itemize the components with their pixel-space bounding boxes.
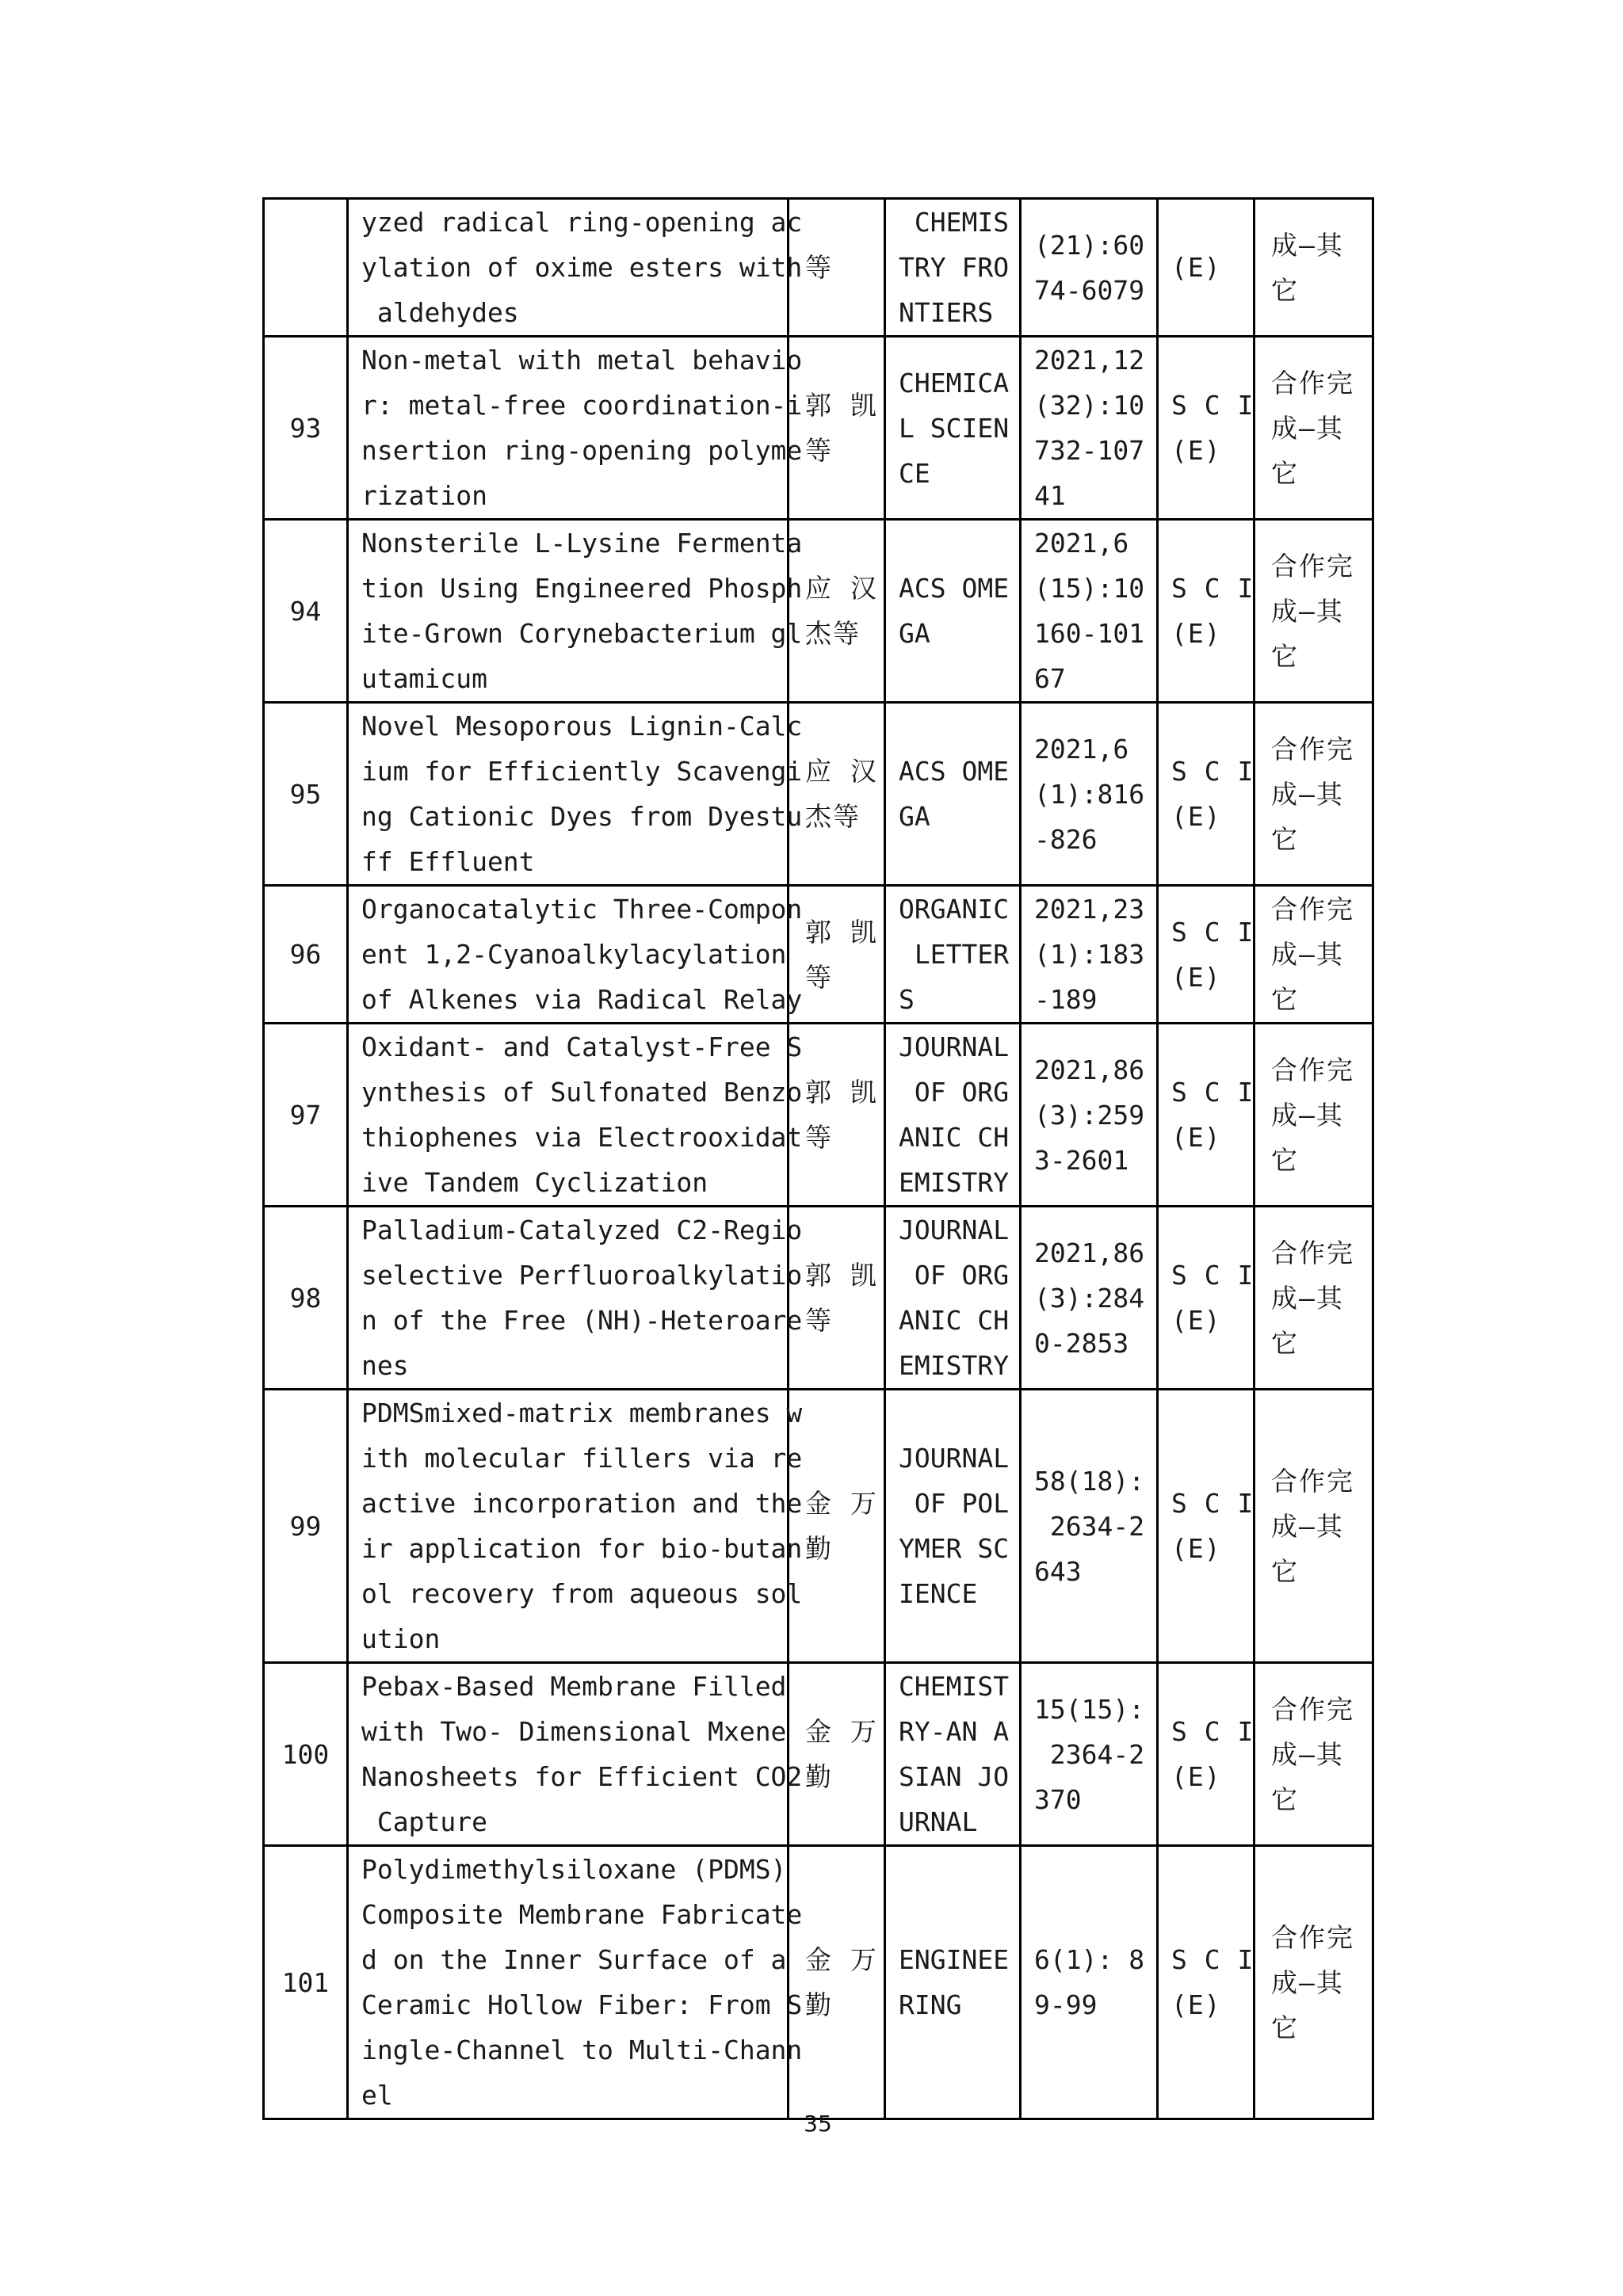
completion-type-line: 成—其 (1271, 595, 1344, 627)
completion-type-cell (1254, 520, 1373, 703)
journal-name-cell (885, 703, 1021, 886)
completion-type-line: 成—其 (1271, 1738, 1344, 1770)
completion-type-line: 成—其 (1271, 1099, 1344, 1131)
authors-line: 等 (805, 1122, 833, 1153)
paper-title-line: ff Effluent (361, 846, 535, 877)
journal-name-line: ACS OME (899, 573, 1010, 604)
publication-info-cell (1021, 703, 1158, 886)
journal-name-line: GA (899, 618, 930, 649)
index-type-cell (1158, 1663, 1254, 1846)
table-row (264, 1024, 1373, 1207)
authors-cell (789, 1846, 885, 2119)
achievements-table (262, 197, 1374, 2120)
journal-name-line: JOURNAL (899, 1443, 1010, 1474)
journal-name-cell (885, 1207, 1021, 1390)
journal-name-line: OF ORG (899, 1260, 1010, 1291)
publication-info-line: 0-2853 (1034, 1327, 1129, 1359)
authors-line: 郭 凯 (805, 1077, 878, 1108)
paper-title-line: ive Tandem Cyclization (361, 1167, 708, 1198)
authors-cell (789, 1663, 885, 1846)
authors-line: 金 万 (805, 1944, 878, 1975)
publication-info-line: (3):284 (1034, 1282, 1145, 1314)
row-number-cell: 96 (264, 886, 348, 1024)
publication-info-line: 2021,86 (1034, 1237, 1145, 1268)
publication-info-line: 2634-2 (1034, 1510, 1145, 1542)
paper-title-line: ng Cationic Dyes from Dyestu (361, 801, 803, 832)
journal-name-line: ENGINEE (899, 1944, 1010, 1975)
completion-type-line: 成—其 (1271, 1282, 1344, 1314)
journal-name-line: CHEMIS (899, 207, 1010, 238)
completion-type-line: 成—其 (1271, 229, 1344, 261)
completion-type-line: 合作完 (1271, 733, 1354, 765)
paper-title-line: Pebax-Based Membrane Filled (361, 1671, 787, 1702)
paper-title-line: Polydimethylsiloxane (PDMS) (361, 1854, 787, 1885)
row-number-cell: 101 (264, 1846, 348, 2119)
paper-title-cell (348, 337, 803, 520)
paper-title-line: Oxidant- and Catalyst-Free S (361, 1032, 803, 1062)
paper-title-line: Palladium-Catalyzed C2-Regio (361, 1215, 803, 1245)
paper-title-line: Organocatalytic Three-Compon (361, 894, 803, 925)
paper-title-line: Capture (361, 1806, 487, 1837)
journal-name-line: L SCIEN (899, 412, 1010, 444)
publication-info-cell (1021, 1024, 1158, 1207)
paper-title-cell (348, 199, 803, 337)
completion-type-cell (1254, 886, 1373, 1024)
table-row (264, 520, 1373, 703)
publication-info-line: (1):183 (1034, 939, 1145, 970)
publication-info-line: 67 (1034, 663, 1066, 694)
publication-info-line: (1):816 (1034, 778, 1145, 810)
authors-cell (789, 1024, 885, 1207)
index-type-line: (E) (1171, 1761, 1221, 1792)
table-row (264, 337, 1373, 520)
completion-type-line: 成—其 (1271, 939, 1344, 970)
publication-info-line: (3):259 (1034, 1099, 1145, 1131)
paper-title-cell (348, 886, 803, 1024)
completion-type-line: 它 (1271, 274, 1299, 306)
completion-type-line: 合作完 (1271, 894, 1354, 925)
journal-name-line: GA (899, 801, 930, 832)
journal-name-line: S (899, 984, 915, 1015)
row-number-cell: 95 (264, 703, 348, 886)
table-row (264, 1846, 1373, 2119)
completion-type-line: 它 (1271, 984, 1299, 1015)
journal-name-cell (885, 199, 1021, 337)
paper-title-cell (348, 1207, 803, 1390)
journal-name-line: RING (899, 1989, 962, 2020)
journal-name-line: LETTER (899, 939, 1010, 970)
index-type-line: S C I (1171, 1488, 1254, 1519)
completion-type-line: 它 (1271, 823, 1299, 855)
publication-info-line: 58(18): (1034, 1465, 1145, 1497)
index-type-cell (1158, 1024, 1254, 1207)
paper-title-line: ol recovery from aqueous sol (361, 1578, 803, 1609)
publication-info-line: 643 (1034, 1555, 1082, 1587)
table-row (264, 199, 1373, 337)
journal-name-line: RY-AN A (899, 1716, 1010, 1747)
publication-info-line: 2021,86 (1034, 1054, 1145, 1085)
publication-info-cell (1021, 337, 1158, 520)
index-type-line: S C I (1171, 573, 1254, 604)
completion-type-line: 合作完 (1271, 550, 1354, 582)
completion-type-line: 它 (1271, 1144, 1299, 1176)
authors-line: 杰等 (805, 801, 861, 832)
authors-line: 金 万 (805, 1488, 878, 1519)
paper-title-cell (348, 1663, 803, 1846)
paper-title-line: Nanosheets for Efficient CO2 (361, 1761, 803, 1792)
paper-title-line: nes (361, 1350, 409, 1381)
authors-line: 郭 凯 (805, 916, 878, 948)
completion-type-line: 它 (1271, 2012, 1299, 2043)
authors-line: 应 汉 (805, 573, 878, 604)
paper-title-cell (348, 520, 803, 703)
authors-cell (789, 1207, 885, 1390)
journal-name-line: URNAL (899, 1806, 978, 1837)
completion-type-cell (1254, 1207, 1373, 1390)
journal-name-cell (885, 520, 1021, 703)
completion-type-line: 合作完 (1271, 1693, 1354, 1725)
index-type-line: (E) (1171, 801, 1221, 832)
paper-title-line: ylation of oxime esters with (361, 252, 803, 283)
index-type-cell (1158, 1207, 1254, 1390)
publication-info-line: 2021,12 (1034, 345, 1145, 376)
completion-type-line: 它 (1271, 640, 1299, 672)
table-row (264, 886, 1373, 1024)
authors-cell (789, 337, 885, 520)
publication-info-line: -189 (1034, 984, 1098, 1015)
publication-info-cell (1021, 199, 1158, 337)
authors-line: 等 (805, 961, 833, 993)
paper-title-line: Nonsterile L-Lysine Fermenta (361, 528, 803, 559)
index-type-line: (E) (1171, 618, 1221, 649)
completion-type-cell (1254, 1024, 1373, 1207)
paper-title-cell (348, 1846, 803, 2119)
table-body (264, 199, 1373, 2119)
completion-type-line: 合作完 (1271, 1921, 1354, 1953)
paper-title-line: rization (361, 480, 487, 511)
authors-cell (789, 520, 885, 703)
authors-line: 勤 (805, 1989, 833, 2020)
journal-name-line: JOURNAL (899, 1032, 1010, 1062)
row-number-cell (264, 199, 348, 337)
index-type-line: S C I (1171, 1716, 1254, 1747)
journal-name-cell (885, 886, 1021, 1024)
publication-info-line: 370 (1034, 1783, 1082, 1815)
publication-info-line: 6(1): 8 (1034, 1944, 1145, 1975)
row-number-cell: 98 (264, 1207, 348, 1390)
paper-title-line: with Two- Dimensional Mxene (361, 1716, 787, 1747)
index-type-cell (1158, 886, 1254, 1024)
completion-type-cell (1254, 703, 1373, 886)
completion-type-cell (1254, 1846, 1373, 2119)
index-type-line: (E) (1171, 1122, 1221, 1153)
paper-title-line: ent 1,2-Cyanoalkylacylation (361, 939, 787, 970)
publication-info-line: 2021,6 (1034, 528, 1129, 559)
index-type-line: (E) (1171, 252, 1221, 283)
index-type-line: (E) (1171, 961, 1221, 993)
completion-type-line: 成—其 (1271, 778, 1344, 810)
journal-name-line: IENCE (899, 1578, 978, 1609)
completion-type-line: 它 (1271, 1783, 1299, 1815)
row-number-cell: 99 (264, 1390, 348, 1663)
paper-title-line: ith molecular fillers via re (361, 1443, 803, 1474)
authors-cell (789, 199, 885, 337)
paper-title-line: yzed radical ring-opening ac (361, 207, 803, 238)
paper-title-line: selective Perfluoroalkylatio (361, 1260, 803, 1291)
journal-name-line: CE (899, 457, 930, 489)
index-type-cell (1158, 703, 1254, 886)
completion-type-line: 合作完 (1271, 1465, 1354, 1497)
paper-title-line: of Alkenes via Radical Relay (361, 984, 803, 1015)
table-row (264, 1207, 1373, 1390)
table-row (264, 1663, 1373, 1846)
publication-info-cell (1021, 1663, 1158, 1846)
index-type-line: (E) (1171, 1989, 1221, 2020)
paper-title-cell (348, 1024, 803, 1207)
journal-name-line: ACS OME (899, 756, 1010, 787)
authors-cell (789, 703, 885, 886)
index-type-line: (E) (1171, 435, 1221, 466)
completion-type-cell (1254, 337, 1373, 520)
index-type-cell (1158, 337, 1254, 520)
publication-info-line: 732-107 (1034, 435, 1145, 466)
paper-title-line: ynthesis of Sulfonated Benzo (361, 1077, 803, 1108)
paper-title-line: Ceramic Hollow Fiber: From S (361, 1989, 803, 2020)
paper-title-line: nsertion ring-opening polyme (361, 435, 803, 466)
publication-info-line: 2021,23 (1034, 894, 1145, 925)
authors-line: 等 (805, 252, 833, 283)
completion-type-cell (1254, 1663, 1373, 1846)
publication-info-cell (1021, 1390, 1158, 1663)
paper-title-cell (348, 703, 803, 886)
completion-type-line: 成—其 (1271, 1966, 1344, 1998)
publication-info-line: (32):10 (1034, 390, 1145, 421)
journal-name-line: ANIC CH (899, 1305, 1010, 1336)
publication-info-cell (1021, 520, 1158, 703)
journal-name-line: ORGANIC (899, 894, 1010, 925)
row-number-cell: 97 (264, 1024, 348, 1207)
journal-name-line: CHEMIST (899, 1671, 1010, 1702)
paper-title-line: PDMSmixed-matrix membranes w (361, 1398, 803, 1428)
paper-title-line: el (361, 2080, 393, 2111)
journal-name-line: TRY FRO (899, 252, 1010, 283)
journal-name-line: ANIC CH (899, 1122, 1010, 1153)
paper-title-cell (348, 1390, 803, 1663)
paper-title-line: d on the Inner Surface of a (361, 1944, 787, 1975)
paper-title-line: n of the Free (NH)-Heteroare (361, 1305, 803, 1336)
row-number-cell: 94 (264, 520, 348, 703)
paper-title-line: Novel Mesoporous Lignin-Calc (361, 711, 803, 742)
journal-name-line: YMER SC (899, 1533, 1010, 1564)
authors-line: 金 万 (805, 1716, 878, 1747)
paper-title-line: Non-metal with metal behavio (361, 345, 803, 376)
publication-info-line: 15(15): (1034, 1693, 1145, 1725)
table-row (264, 703, 1373, 886)
publication-info-line: (21):60 (1034, 229, 1145, 261)
index-type-line: S C I (1171, 756, 1254, 787)
authors-line: 郭 凯 (805, 1260, 878, 1291)
paper-title-line: aldehydes (361, 297, 519, 328)
authors-line: 勤 (805, 1533, 833, 1564)
journal-name-line: JOURNAL (899, 1215, 1010, 1245)
publication-info-line: 2021,6 (1034, 733, 1129, 765)
index-type-line: S C I (1171, 390, 1254, 421)
table-row (264, 1390, 1373, 1663)
index-type-line: S C I (1171, 1260, 1254, 1291)
authors-line: 勤 (805, 1761, 833, 1792)
completion-type-line: 合作完 (1271, 367, 1354, 399)
journal-name-line: NTIERS (899, 297, 994, 328)
paper-title-line: ium for Efficiently Scavengi (361, 756, 803, 787)
row-number-cell: 93 (264, 337, 348, 520)
publication-info-line: (15):10 (1034, 573, 1145, 604)
completion-type-line: 成—其 (1271, 412, 1344, 444)
authors-line: 郭 凯 (805, 390, 878, 421)
authors-cell (789, 1390, 885, 1663)
paper-title-line: ution (361, 1623, 441, 1654)
journal-name-line: SIAN JO (899, 1761, 1010, 1792)
publication-info-cell (1021, 1207, 1158, 1390)
paper-title-line: tion Using Engineered Phosph (361, 573, 803, 604)
paper-title-line: Composite Membrane Fabricate (361, 1899, 803, 1930)
publication-info-line: 160-101 (1034, 618, 1145, 649)
journal-name-cell (885, 1663, 1021, 1846)
authors-line: 应 汉 (805, 756, 878, 787)
authors-line: 等 (805, 1305, 833, 1336)
completion-type-cell (1254, 1390, 1373, 1663)
row-number-cell: 100 (264, 1663, 348, 1846)
journal-name-line: CHEMICA (899, 367, 1010, 399)
completion-type-line: 合作完 (1271, 1054, 1354, 1085)
authors-line: 杰等 (805, 618, 861, 649)
page-number: 35 (804, 2111, 832, 2137)
publication-info-line: -826 (1034, 823, 1098, 855)
completion-type-line: 它 (1271, 1327, 1299, 1359)
index-type-line: S C I (1171, 1077, 1254, 1108)
index-type-line: S C I (1171, 916, 1254, 948)
publication-info-line: 41 (1034, 480, 1066, 511)
publication-info-line: 3-2601 (1034, 1144, 1129, 1176)
paper-title-line: utamicum (361, 663, 487, 694)
completion-type-line: 它 (1271, 457, 1299, 489)
journal-name-line: OF POL (899, 1488, 1010, 1519)
journal-name-line: EMISTRY (899, 1167, 1010, 1198)
index-type-cell (1158, 1846, 1254, 2119)
completion-type-line: 合作完 (1271, 1237, 1354, 1268)
publication-info-line: 9-99 (1034, 1989, 1098, 2020)
index-type-cell (1158, 199, 1254, 337)
paper-title-line: ite-Grown Corynebacterium gl (361, 618, 803, 649)
publication-info-line: 74-6079 (1034, 274, 1145, 306)
journal-name-cell (885, 1024, 1021, 1207)
completion-type-line: 成—其 (1271, 1510, 1344, 1542)
index-type-cell (1158, 1390, 1254, 1663)
completion-type-cell (1254, 199, 1373, 337)
paper-title-line: thiophenes via Electrooxidat (361, 1122, 803, 1153)
index-type-line: S C I (1171, 1944, 1254, 1975)
publication-info-cell (1021, 886, 1158, 1024)
journal-name-cell (885, 337, 1021, 520)
index-type-line: (E) (1171, 1533, 1221, 1564)
paper-title-line: ir application for bio-butan (361, 1533, 803, 1564)
authors-line: 等 (805, 435, 833, 466)
completion-type-line: 它 (1271, 1555, 1299, 1587)
paper-title-line: r: metal-free coordination-i (361, 390, 803, 421)
journal-name-line: OF ORG (899, 1077, 1010, 1108)
journal-name-cell (885, 1390, 1021, 1663)
index-type-cell (1158, 520, 1254, 703)
journal-name-cell (885, 1846, 1021, 2119)
paper-title-line: active incorporation and the (361, 1488, 803, 1519)
authors-cell (789, 886, 885, 1024)
journal-name-line: EMISTRY (899, 1350, 1010, 1381)
paper-title-line: ingle-Channel to Multi-Chann (361, 2035, 803, 2065)
publication-info-cell (1021, 1846, 1158, 2119)
index-type-line: (E) (1171, 1305, 1221, 1336)
publication-info-line: 2364-2 (1034, 1738, 1145, 1770)
